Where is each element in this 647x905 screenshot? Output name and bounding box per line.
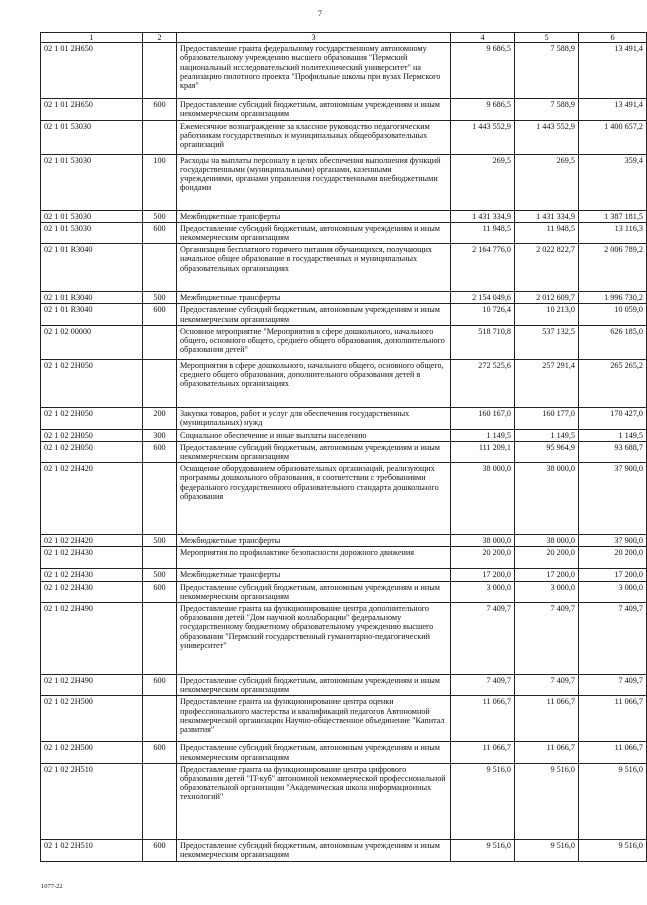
amount-year-2: 9 516,0 xyxy=(515,763,579,839)
table-row xyxy=(41,154,647,210)
item-name: Расходы на выплаты персоналу в целях обеспечения выполнения функций государственными (муниципальными) органами, казенными учреждениями, органами управления государственными внебюджетными фондами xyxy=(177,154,451,210)
amount-year-3: 2 006 789,2 xyxy=(579,244,647,292)
expense-type: 600 xyxy=(143,304,177,325)
amount-year-3: 20 200,0 xyxy=(579,547,647,569)
amount-year-3: 7 409,7 xyxy=(579,603,647,675)
amount-year-1: 11 066,7 xyxy=(451,742,515,763)
expense-type xyxy=(143,696,177,742)
column-header: 3 xyxy=(177,33,451,43)
amount-year-1: 17 200,0 xyxy=(451,569,515,581)
page-number: 7 xyxy=(318,9,322,18)
table-row xyxy=(41,696,647,742)
budget-code: 02 1 02 2H490 xyxy=(41,675,143,696)
amount-year-1: 1 149,5 xyxy=(451,429,515,441)
amount-year-2: 1 431 334,9 xyxy=(515,210,579,222)
amount-year-2: 7 409,7 xyxy=(515,603,579,675)
amount-year-1: 111 209,1 xyxy=(451,441,515,462)
budget-code: 02 1 01 53030 xyxy=(41,120,143,154)
amount-year-3: 37 900,0 xyxy=(579,535,647,547)
amount-year-2: 2 012 609,7 xyxy=(515,292,579,304)
budget-code: 02 1 01 2H650 xyxy=(41,43,143,99)
amount-year-1: 269,5 xyxy=(451,154,515,210)
table-row xyxy=(41,99,647,120)
item-name: Межбюджетные трансферты xyxy=(177,210,451,222)
item-name: Ежемесячное вознаграждение за классное руководство педагогическим работникам государственных и муниципальных общеобразовательных организаций xyxy=(177,120,451,154)
column-header: 6 xyxy=(579,33,647,43)
expense-type: 100 xyxy=(143,154,177,210)
amount-year-2: 11 066,7 xyxy=(515,742,579,763)
budget-code: 02 1 02 2H050 xyxy=(41,407,143,429)
budget-code: 02 1 01 53030 xyxy=(41,210,143,222)
amount-year-3: 11 066,7 xyxy=(579,696,647,742)
item-name: Межбюджетные трансферты xyxy=(177,569,451,581)
budget-code: 02 1 02 2H430 xyxy=(41,547,143,569)
expense-type: 200 xyxy=(143,407,177,429)
expense-type: 600 xyxy=(143,839,177,861)
amount-year-2: 20 200,0 xyxy=(515,547,579,569)
amount-year-1: 2 154 049,6 xyxy=(451,292,515,304)
amount-year-3: 17 200,0 xyxy=(579,569,647,581)
amount-year-3: 359,4 xyxy=(579,154,647,210)
budget-code: 02 1 02 2H050 xyxy=(41,359,143,407)
budget-code: 02 1 01 R3040 xyxy=(41,304,143,325)
amount-year-3: 7 409,7 xyxy=(579,675,647,696)
budget-code: 02 1 02 2H490 xyxy=(41,603,143,675)
amount-year-1: 20 200,0 xyxy=(451,547,515,569)
amount-year-3: 9 516,0 xyxy=(579,763,647,839)
budget-code: 02 1 02 2H420 xyxy=(41,535,143,547)
item-name: Предоставление субсидий бюджетным, автономным учреждениям и иным некоммерческим организациям xyxy=(177,742,451,763)
amount-year-3: 3 000,0 xyxy=(579,581,647,602)
item-name: Мероприятия в сфере дошкольного, начального общего, основного общего, среднего общего образования, дополнительного образования детей в образовательных организациях xyxy=(177,359,451,407)
expense-type xyxy=(143,359,177,407)
column-header: 4 xyxy=(451,33,515,43)
expense-type xyxy=(143,244,177,292)
amount-year-2: 7 588,9 xyxy=(515,43,579,99)
budget-code: 02 1 02 2H430 xyxy=(41,581,143,602)
amount-year-3: 1 400 657,2 xyxy=(579,120,647,154)
budget-code: 02 1 01 53030 xyxy=(41,222,143,243)
table-row xyxy=(41,292,647,304)
table-row xyxy=(41,407,647,429)
amount-year-3: 13 116,3 xyxy=(579,222,647,243)
amount-year-2: 7 409,7 xyxy=(515,675,579,696)
amount-year-2: 9 516,0 xyxy=(515,839,579,861)
amount-year-2: 2 022 822,7 xyxy=(515,244,579,292)
table-row xyxy=(41,120,647,154)
table-row xyxy=(41,463,647,535)
expense-type: 600 xyxy=(143,99,177,120)
amount-year-1: 1 431 334,9 xyxy=(451,210,515,222)
amount-year-1: 38 000,0 xyxy=(451,535,515,547)
table-row xyxy=(41,839,647,861)
amount-year-2: 269,5 xyxy=(515,154,579,210)
amount-year-2: 38 000,0 xyxy=(515,463,579,535)
amount-year-1: 11 948,5 xyxy=(451,222,515,243)
amount-year-3: 626 185,0 xyxy=(579,325,647,359)
amount-year-2: 11 948,5 xyxy=(515,222,579,243)
expense-type: 600 xyxy=(143,675,177,696)
table-row xyxy=(41,569,647,581)
table-row xyxy=(41,210,647,222)
item-name: Предоставление субсидий бюджетным, автономным учреждениям и иным некоммерческим организациям xyxy=(177,304,451,325)
amount-year-2: 10 213,0 xyxy=(515,304,579,325)
item-name: Социальное обеспечение и иные выплаты населению xyxy=(177,429,451,441)
amount-year-3: 1 149,5 xyxy=(579,429,647,441)
table-row xyxy=(41,675,647,696)
item-name: Предоставление субсидий бюджетным, автономным учреждениям и иным некоммерческим организациям xyxy=(177,99,451,120)
header-row xyxy=(41,33,647,43)
expense-type: 500 xyxy=(143,292,177,304)
budget-code: 02 1 02 2H500 xyxy=(41,696,143,742)
budget-code: 02 1 02 2H050 xyxy=(41,441,143,462)
column-header: 5 xyxy=(515,33,579,43)
expense-type xyxy=(143,763,177,839)
table-row xyxy=(41,359,647,407)
column-header: 1 xyxy=(41,33,143,43)
amount-year-2: 95 964,9 xyxy=(515,441,579,462)
table-row xyxy=(41,535,647,547)
amount-year-1: 9 516,0 xyxy=(451,763,515,839)
amount-year-2: 1 149,5 xyxy=(515,429,579,441)
budget-table xyxy=(40,32,647,862)
amount-year-1: 9 516,0 xyxy=(451,839,515,861)
expense-type: 600 xyxy=(143,441,177,462)
item-name: Организация бесплатного горячего питания обучающихся, получающих начальное общее образование в государственных и муниципальных образовательных организациях xyxy=(177,244,451,292)
item-name: Оснащение оборудованием образовательных организаций, реализующих программы дошкольного образования, в соответствии с требованиями федерального государственного образовательного стандарта дошкольного образования xyxy=(177,463,451,535)
amount-year-2: 38 000,0 xyxy=(515,535,579,547)
expense-type xyxy=(143,463,177,535)
amount-year-3: 265 265,2 xyxy=(579,359,647,407)
item-name: Межбюджетные трансферты xyxy=(177,292,451,304)
budget-code: 02 1 02 2H500 xyxy=(41,742,143,763)
item-name: Предоставление гранта федеральному государственному автономному образовательному учреждению высшего образования "Пермский национальный исследовательский политехнический университет" на реализацию пилотного проекта "Профильные школы при вузах Пермского края" xyxy=(177,43,451,99)
amount-year-3: 170 427,0 xyxy=(579,407,647,429)
amount-year-2: 257 291,4 xyxy=(515,359,579,407)
amount-year-1: 160 167,0 xyxy=(451,407,515,429)
amount-year-1: 7 409,7 xyxy=(451,675,515,696)
amount-year-3: 9 516,0 xyxy=(579,839,647,861)
amount-year-3: 13 491,4 xyxy=(579,99,647,120)
column-header: 2 xyxy=(143,33,177,43)
table-row xyxy=(41,304,647,325)
expense-type xyxy=(143,603,177,675)
amount-year-1: 272 525,6 xyxy=(451,359,515,407)
expense-type xyxy=(143,325,177,359)
expense-type: 600 xyxy=(143,222,177,243)
amount-year-1: 518 710,8 xyxy=(451,325,515,359)
expense-type xyxy=(143,120,177,154)
amount-year-2: 17 200,0 xyxy=(515,569,579,581)
amount-year-1: 10 726,4 xyxy=(451,304,515,325)
table-row xyxy=(41,43,647,99)
item-name: Предоставление гранта на функционирование центра цифрового образования детей "IT-куб" автономной некоммерческой профессиональной образовательной организации "Академическая школа информационных технологий" xyxy=(177,763,451,839)
item-name: Предоставление гранта на функционирование центра оценки профессионального мастерства и квалификаций педагогов Автономной некоммерческой организации Научно-общественное объединение "Капитал развития" xyxy=(177,696,451,742)
amount-year-3: 10 059,0 xyxy=(579,304,647,325)
expense-type: 500 xyxy=(143,569,177,581)
budget-code: 02 1 02 00000 xyxy=(41,325,143,359)
expense-type: 600 xyxy=(143,742,177,763)
budget-code: 02 1 01 R3040 xyxy=(41,292,143,304)
table-row xyxy=(41,325,647,359)
expense-type xyxy=(143,43,177,99)
expense-type: 500 xyxy=(143,210,177,222)
amount-year-3: 1 996 730,2 xyxy=(579,292,647,304)
table-row xyxy=(41,441,647,462)
item-name: Межбюджетные трансферты xyxy=(177,535,451,547)
expense-type: 600 xyxy=(143,581,177,602)
amount-year-1: 1 443 552,9 xyxy=(451,120,515,154)
amount-year-3: 13 491,4 xyxy=(579,43,647,99)
table-row xyxy=(41,222,647,243)
amount-year-1: 3 000,0 xyxy=(451,581,515,602)
budget-code: 02 1 01 R3040 xyxy=(41,244,143,292)
amount-year-2: 1 443 552,9 xyxy=(515,120,579,154)
budget-code: 02 1 02 2H510 xyxy=(41,839,143,861)
amount-year-1: 9 686,5 xyxy=(451,99,515,120)
amount-year-1: 7 409,7 xyxy=(451,603,515,675)
document-code: 1077-22 xyxy=(41,883,63,890)
table-row xyxy=(41,581,647,602)
item-name: Основное мероприятие "Мероприятия в сфере дошкольного, начального общего, основного общего, среднего общего образования, дополнительного образования детей" xyxy=(177,325,451,359)
amount-year-2: 3 000,0 xyxy=(515,581,579,602)
amount-year-2: 160 177,0 xyxy=(515,407,579,429)
item-name: Предоставление субсидий бюджетным, автономным учреждениям и иным некоммерческим организациям xyxy=(177,581,451,602)
table-row xyxy=(41,244,647,292)
table-row xyxy=(41,603,647,675)
budget-code: 02 1 02 2H050 xyxy=(41,429,143,441)
budget-code: 02 1 02 2H420 xyxy=(41,463,143,535)
table-row xyxy=(41,742,647,763)
budget-code: 02 1 02 2H510 xyxy=(41,763,143,839)
table-row xyxy=(41,429,647,441)
amount-year-3: 37 900,0 xyxy=(579,463,647,535)
amount-year-2: 7 588,9 xyxy=(515,99,579,120)
table-row xyxy=(41,547,647,569)
amount-year-2: 537 132,5 xyxy=(515,325,579,359)
amount-year-2: 11 066,7 xyxy=(515,696,579,742)
amount-year-1: 38 000,0 xyxy=(451,463,515,535)
amount-year-3: 11 066,7 xyxy=(579,742,647,763)
expense-type: 300 xyxy=(143,429,177,441)
budget-code: 02 1 01 53030 xyxy=(41,154,143,210)
table-row xyxy=(41,763,647,839)
expense-type xyxy=(143,547,177,569)
expense-type: 500 xyxy=(143,535,177,547)
item-name: Мероприятия по профилактике безопасности дорожного движения xyxy=(177,547,451,569)
item-name: Предоставление субсидий бюджетным, автономным учреждениям и иным некоммерческим организациям xyxy=(177,839,451,861)
amount-year-3: 93 688,7 xyxy=(579,441,647,462)
item-name: Предоставление субсидий бюджетным, автономным учреждениям и иным некоммерческим организациям xyxy=(177,675,451,696)
item-name: Закупка товаров, работ и услуг для обеспечения государственных (муниципальных) нужд xyxy=(177,407,451,429)
amount-year-1: 11 066,7 xyxy=(451,696,515,742)
amount-year-1: 9 686,5 xyxy=(451,43,515,99)
budget-code: 02 1 02 2H430 xyxy=(41,569,143,581)
item-name: Предоставление гранта на функционирование центра дополнительного образования детей "Дом научной коллаборации" федеральному государственному бюджетному образовательному учреждению высшего образования "Пермский государственный гуманитарно-педагогический университет" xyxy=(177,603,451,675)
item-name: Предоставление субсидий бюджетным, автономным учреждениям и иным некоммерческим организациям xyxy=(177,441,451,462)
amount-year-1: 2 164 776,0 xyxy=(451,244,515,292)
item-name: Предоставление субсидий бюджетным, автономным учреждениям и иным некоммерческим организациям xyxy=(177,222,451,243)
amount-year-3: 1 387 181,5 xyxy=(579,210,647,222)
budget-code: 02 1 01 2H650 xyxy=(41,99,143,120)
